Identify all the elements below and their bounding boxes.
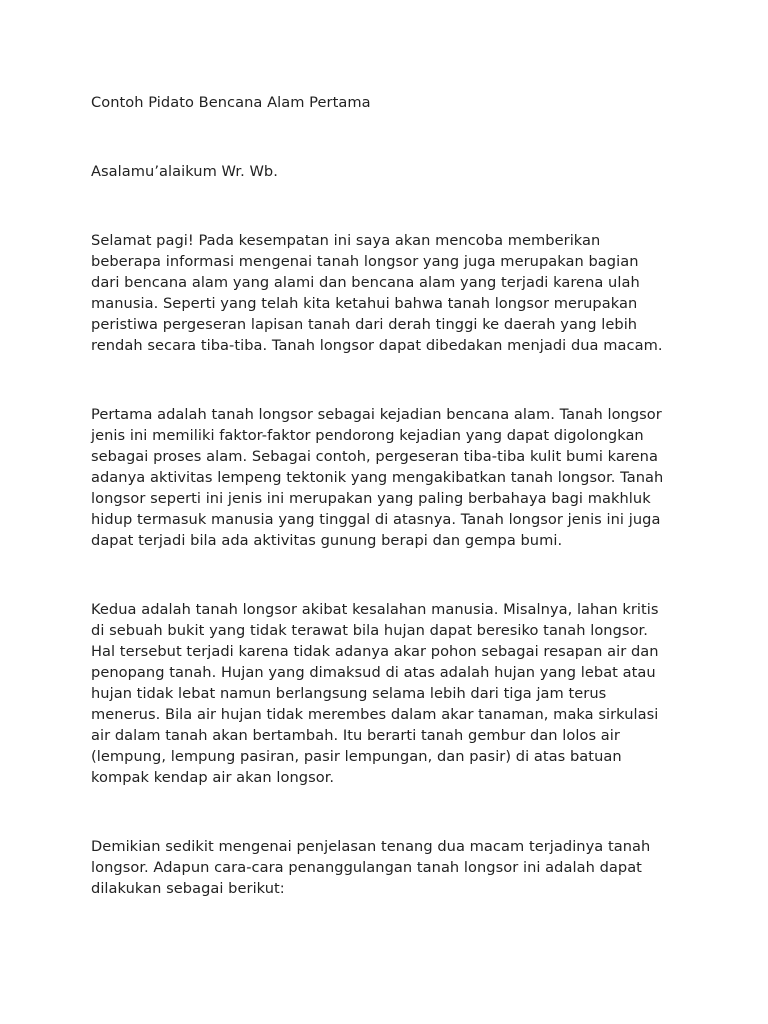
- title-text: Contoh Pidato Bencana Alam Pertama: [91, 94, 371, 111]
- paragraph-line: di sebuah bukit yang tidak terawat bila hujan dapat beresiko tanah longsor.: [91, 622, 648, 639]
- paragraph-line: peristiwa pergeseran lapisan tanah dari derah tinggi ke daerah yang lebih: [91, 316, 638, 333]
- paragraph-2: [91, 404, 688, 551]
- paragraph-line: dari bencana alam yang alami dan bencana alam yang terjadi karena ulah: [91, 274, 640, 291]
- paragraph-3: [91, 599, 688, 788]
- document-title: [91, 92, 688, 113]
- paragraph-line: hidup termasuk manusia yang tinggal di atasnya. Tanah longsor jenis ini juga: [91, 511, 661, 528]
- paragraph-line: dilakukan sebagai berikut:: [91, 880, 285, 897]
- paragraph-line: Kedua adalah tanah longsor akibat kesalahan manusia. Misalnya, lahan kritis: [91, 601, 659, 618]
- paragraph-line: jenis ini memiliki faktor-faktor pendorong kejadian yang dapat digolongkan: [91, 427, 644, 444]
- paragraph-line: Pertama adalah tanah longsor sebagai kejadian bencana alam. Tanah longsor: [91, 406, 662, 423]
- greeting: [91, 161, 688, 182]
- paragraph-line: kompak kendap air akan longsor.: [91, 769, 335, 786]
- paragraph-line: Hal tersebut terjadi karena tidak adanya akar pohon sebagai resapan air dan: [91, 643, 659, 660]
- paragraph-line: beberapa informasi mengenai tanah longsor yang juga merupakan bagian: [91, 253, 639, 270]
- paragraph-line: adanya aktivitas lempeng tektonik yang mengakibatkan tanah longsor. Tanah: [91, 469, 664, 486]
- paragraph-line: Demikian sedikit mengenai penjelasan tenang dua macam terjadinya tanah: [91, 838, 651, 855]
- paragraph-line: dapat terjadi bila ada aktivitas gunung berapi dan gempa bumi.: [91, 532, 563, 549]
- paragraph-4: [91, 836, 688, 899]
- paragraph-1: [91, 230, 688, 356]
- paragraph-line: rendah secara tiba-tiba. Tanah longsor dapat dibedakan menjadi dua macam.: [91, 337, 663, 354]
- greeting-text: Asalamu’alaikum Wr. Wb.: [91, 163, 278, 180]
- paragraph-line: hujan tidak lebat namun berlangsung selama lebih dari tiga jam terus: [91, 685, 607, 702]
- paragraph-line: air dalam tanah akan bertambah. Itu berarti tanah gembur dan lolos air: [91, 727, 620, 744]
- paragraph-line: Selamat pagi! Pada kesempatan ini saya akan mencoba memberikan: [91, 232, 601, 249]
- paragraph-line: longsor. Adapun cara-cara penanggulangan tanah longsor ini adalah dapat: [91, 859, 642, 876]
- paragraph-line: menerus. Bila air hujan tidak merembes dalam akar tanaman, maka sirkulasi: [91, 706, 659, 723]
- paragraph-line: longsor seperti ini jenis ini merupakan yang paling berbahaya bagi makhluk: [91, 490, 651, 507]
- paragraph-line: sebagai proses alam. Sebagai contoh, pergeseran tiba-tiba kulit bumi karena: [91, 448, 658, 465]
- paragraph-line: penopang tanah. Hujan yang dimaksud di atas adalah hujan yang lebat atau: [91, 664, 656, 681]
- paragraph-line: manusia. Seperti yang telah kita ketahui bahwa tanah longsor merupakan: [91, 295, 638, 312]
- paragraph-line: (lempung, lempung pasiran, pasir lempungan, dan pasir) di atas batuan: [91, 748, 622, 765]
